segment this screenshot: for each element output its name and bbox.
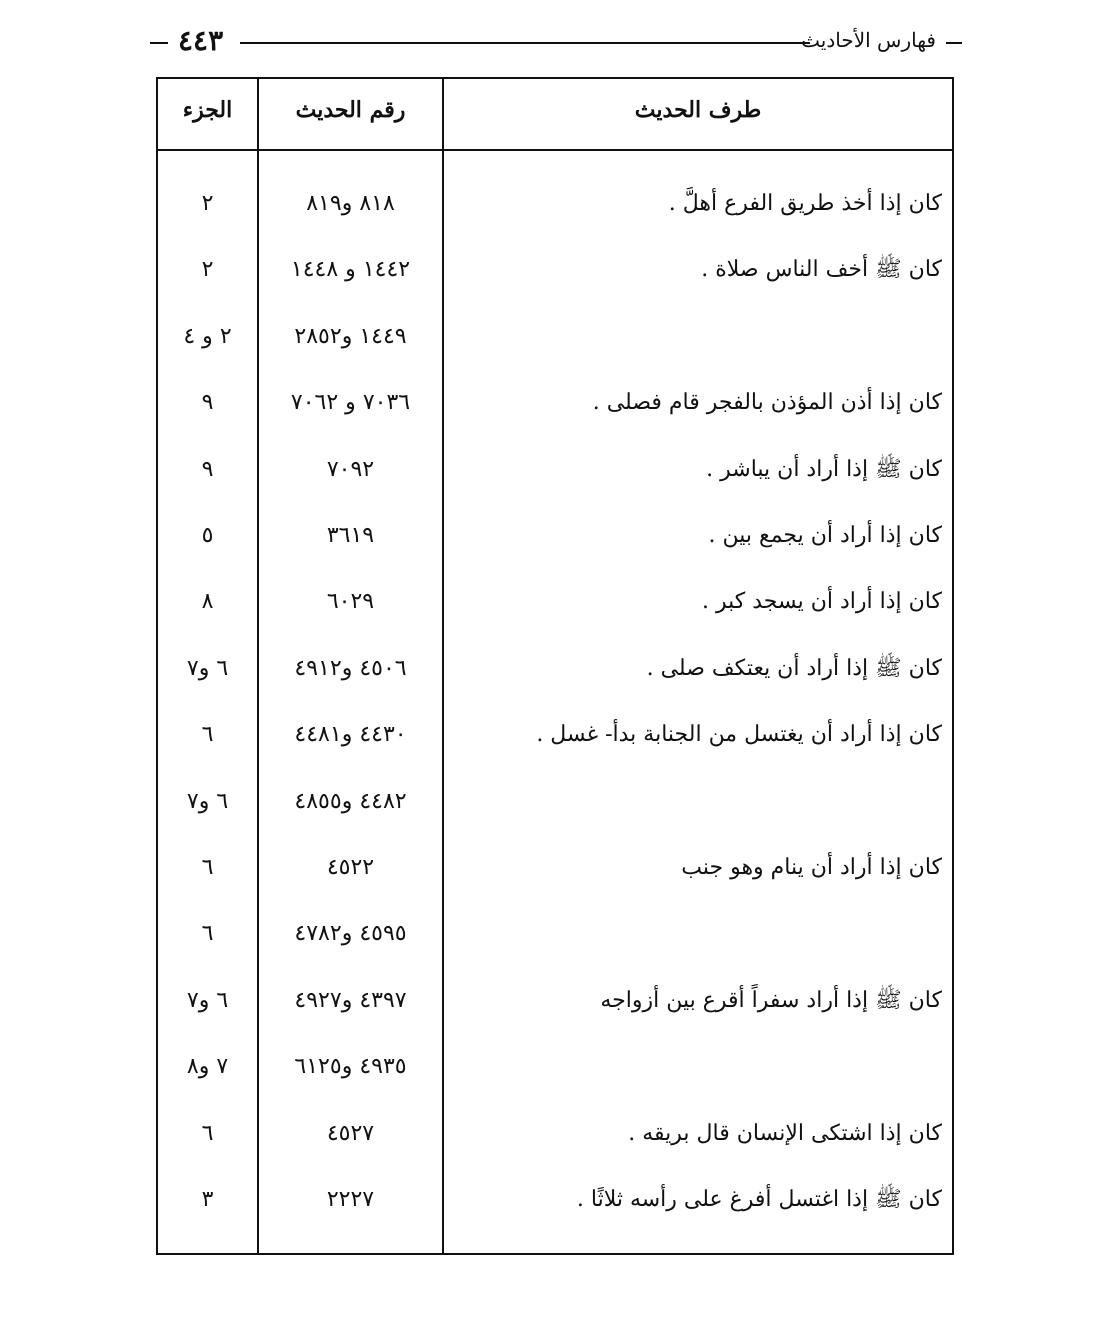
hadith-number: ١٤٤٢ و ١٤٤٨: [290, 257, 411, 282]
column-header-number: رقم الحديث: [295, 97, 406, 123]
hadith-number: ٦٠٢٩: [326, 589, 375, 614]
volume-part: ٦: [201, 1121, 214, 1146]
table-row: [158, 237, 952, 303]
page-number: ٤٤٣: [178, 24, 224, 57]
table-row: [158, 835, 952, 901]
hadith-number: ٤٥٩٥ و٤٧٨٢: [294, 921, 407, 946]
hadith-number: ٤٥٠٦ و٤٩١٢: [294, 656, 407, 681]
hadith-text: كان إذا أراد أن يغتسل من الجنابة بدأ- غسل .: [536, 722, 942, 747]
table-row: [158, 636, 952, 702]
hadith-number: ٧٠٣٦ و ٧٠٦٢: [290, 390, 411, 415]
volume-part: ٧ و٨: [186, 1054, 229, 1079]
table-row: [158, 968, 952, 1034]
table-row: [158, 437, 952, 503]
hadith-text: كان إذا أخذ طريق الفرع أهلَّ .: [668, 191, 942, 216]
table-row: [158, 769, 952, 835]
hadith-number: ٤٩٣٥ و٦١٢٥: [294, 1054, 407, 1079]
hadith-number: ١٤٤٩ و٢٨٥٢: [294, 324, 407, 349]
volume-part: ٦ و٧: [186, 988, 229, 1013]
running-title: فهارس الأحاديث: [801, 28, 936, 52]
hadith-text: كان ﷺ إذا اغتسل أفرغ على رأسه ثلاثًا .: [576, 1187, 942, 1212]
header-dash-left: [150, 42, 168, 44]
hadith-text: كان ﷺ إذا أراد سفراً أقرع بين أزواجه: [600, 988, 942, 1013]
table-row: [158, 702, 952, 768]
hadith-number: ٤٥٢٧: [326, 1121, 375, 1146]
volume-part: ٦: [201, 921, 214, 946]
table-row: [158, 503, 952, 569]
volume-part: ٦: [201, 855, 214, 880]
hadith-text: كان إذا أراد أن يجمع بين .: [708, 523, 942, 548]
table-row: [158, 304, 952, 370]
header-dash-right: [946, 42, 962, 44]
table-row: [158, 1167, 952, 1233]
hadith-number: ٤٤٣٠ و٤٤٨١: [294, 722, 407, 747]
hadith-number: ٧٠٩٢: [326, 457, 375, 482]
hadith-text: كان إذا أذن المؤذن بالفجر قام فصلى .: [592, 390, 942, 415]
column-header-hadith: طرف الحديث: [634, 97, 762, 123]
volume-part: ٦ و٧: [186, 789, 229, 814]
hadith-number: ٣٦١٩: [326, 523, 375, 548]
table-row: [158, 569, 952, 635]
volume-part: ٣: [201, 1187, 214, 1212]
hadith-text: كان ﷺ إذا أراد أن يعتكف صلى .: [646, 656, 942, 681]
hadith-text: كان إذا أراد أن ينام وهو جنب: [681, 855, 942, 880]
hadith-number: ٢٢٢٧: [326, 1187, 375, 1212]
volume-part: ٢: [201, 257, 214, 282]
table-row: [158, 901, 952, 967]
hadith-text: [452, 1034, 942, 1100]
volume-part: ٢: [201, 191, 214, 216]
hadith-text: كان إذا أراد أن يسجد كبر .: [702, 589, 942, 614]
table-row: [158, 1101, 952, 1167]
volume-part: ٢ و ٤: [183, 324, 232, 349]
volume-part: ٥: [201, 523, 214, 548]
hadith-text: [452, 769, 942, 835]
hadith-index-table: [156, 77, 954, 1255]
hadith-text: [452, 304, 942, 370]
volume-part: ٩: [201, 390, 214, 415]
table-row: [158, 171, 952, 237]
hadith-text: كان ﷺ إذا أراد أن يباشر .: [706, 457, 942, 482]
volume-part: ٦: [201, 722, 214, 747]
volume-part: ٩: [201, 457, 214, 482]
column-header-part: الجزء: [182, 97, 233, 123]
header-row-divider: [158, 149, 952, 151]
hadith-text: [452, 901, 942, 967]
hadith-number: ٤٣٩٧ و٤٩٢٧: [294, 988, 407, 1013]
volume-part: ٨: [201, 589, 214, 614]
volume-part: ٦ و٧: [186, 656, 229, 681]
hadith-number: ٤٥٢٢: [326, 855, 375, 880]
hadith-number: ٨١٨ و٨١٩: [306, 191, 395, 216]
header-rule: [240, 42, 810, 44]
table-row: [158, 370, 952, 436]
hadith-number: ٤٤٨٢ و٤٨٥٥: [294, 789, 407, 814]
page-header: [150, 24, 962, 64]
table-row: [158, 1034, 952, 1100]
hadith-text: كان إذا اشتكى الإنسان قال بريقه .: [628, 1121, 942, 1146]
hadith-text: كان ﷺ أخف الناس صلاة .: [701, 257, 942, 282]
